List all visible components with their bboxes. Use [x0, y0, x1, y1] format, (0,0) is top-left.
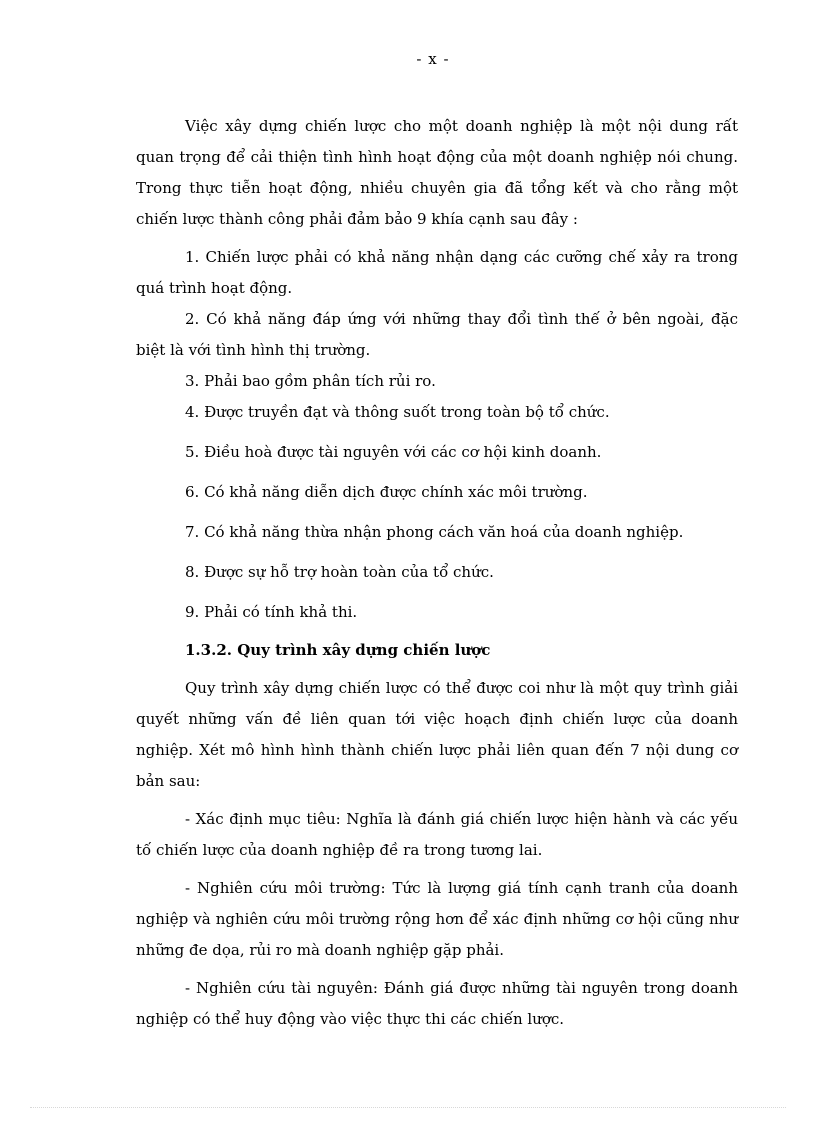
- step-item-resources: - Nghiên cứu tài nguyên: Đánh giá được những tài nguyên trong doanh nghiệp có thể huy động vào việc thực thi các chiến lược.: [136, 979, 738, 1028]
- aspect-item-1: 1. Chiến lược phải có khả năng nhận dạng các cưỡng chế xảy ra trong quá trình hoạt động.: [136, 248, 738, 297]
- step-item-environment: - Nghiên cứu môi trường: Tức là lượng giá tính cạnh tranh của doanh nghiệp và nghiên cứu môi trường rộng hơn để xác định những cơ hội cũng như những đe dọa, rủi ro mà doanh nghiệp gặp phải.: [136, 879, 738, 959]
- aspect-item-6: 6. Có khả năng diễn dịch được chính xác môi trường.: [185, 483, 588, 501]
- aspect-item-8: 8. Được sự hỗ trợ hoàn toàn của tổ chức.: [185, 563, 494, 581]
- intro-paragraph: Việc xây dựng chiến lược cho một doanh nghiệp là một nội dung rất quan trọng để cải thiện tình hình hoạt động của một doanh nghiệp nói chung. Trong thực tiễn hoạt động, nhiều chuyên gia đã tổng kết và cho rằng một chiến lược thành công phải đảm bảo 9 khía cạnh sau đây :: [136, 117, 738, 228]
- aspect-item-3: 3. Phải bao gồm phân tích rủi ro.: [185, 372, 436, 390]
- aspect-item-4: 4. Được truyền đạt và thông suốt trong toàn bộ tổ chức.: [185, 403, 610, 421]
- aspect-item-2: 2. Có khả năng đáp ứng với những thay đổi tình thế ở bên ngoài, đặc biệt là với tình hình thị trường.: [136, 310, 738, 359]
- step-item-objectives: - Xác định mục tiêu: Nghĩa là đánh giá chiến lược hiện hành và các yếu tố chiến lược của doanh nghiệp đề ra trong tương lai.: [136, 810, 738, 859]
- aspect-item-9: 9. Phải có tính khả thi.: [185, 603, 358, 621]
- document-body: [136, 111, 738, 1035]
- aspect-item-5: 5. Điều hoà được tài nguyên với các cơ hội kinh doanh.: [185, 443, 602, 461]
- section-intro-paragraph: Quy trình xây dựng chiến lược có thể được coi như là một quy trình giải quyết những vấn đề liên quan tới việc hoạch định chiến lược của doanh nghiệp. Xét mô hình hình thành chiến lược phải liên quan đến 7 nội dung cơ bản sau:: [136, 679, 738, 790]
- page-number: - x -: [416, 50, 450, 68]
- aspect-item-7: 7. Có khả năng thừa nhận phong cách văn hoá của doanh nghiệp.: [185, 523, 684, 541]
- page-bottom-divider: [30, 1107, 786, 1108]
- section-heading: 1.3.2. Quy trình xây dựng chiến lược: [185, 641, 491, 659]
